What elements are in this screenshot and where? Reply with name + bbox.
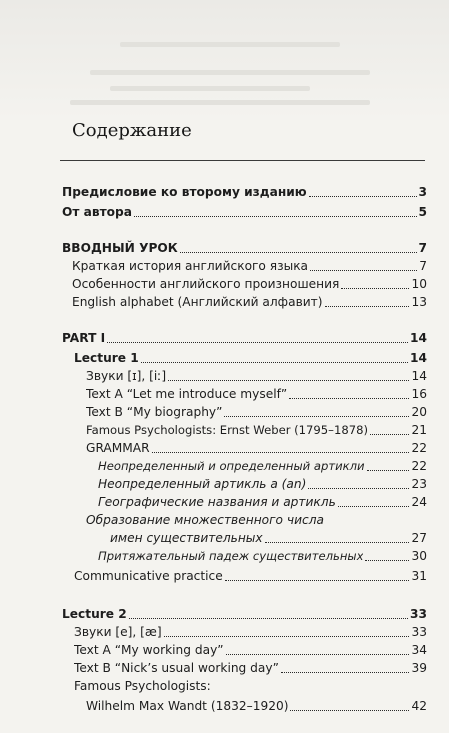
toc-entry-title: имен существительных bbox=[110, 531, 263, 545]
toc-entry bbox=[62, 204, 427, 220]
toc-leader bbox=[225, 570, 410, 581]
toc-entry bbox=[98, 476, 427, 492]
toc-entry-page: 13 bbox=[411, 295, 427, 309]
toc-entry bbox=[86, 422, 427, 438]
toc-leader bbox=[308, 478, 409, 489]
toc-leader bbox=[141, 352, 408, 363]
bleed-line bbox=[120, 42, 340, 47]
toc-leader bbox=[290, 700, 409, 711]
toc-leader bbox=[365, 550, 409, 561]
toc-entry bbox=[74, 642, 427, 658]
toc-leader bbox=[281, 662, 410, 673]
toc-entry bbox=[72, 294, 427, 310]
toc-entry bbox=[86, 386, 427, 402]
toc-entry-page: 23 bbox=[411, 477, 427, 491]
toc-entry-title: GRAMMAR bbox=[86, 441, 150, 455]
toc-entry-page: 14 bbox=[410, 331, 427, 345]
toc-entry-title: Образование множественного числа bbox=[86, 513, 324, 527]
toc-entry-page: 7 bbox=[418, 241, 427, 255]
toc-leader bbox=[152, 442, 410, 453]
toc-entry-page: 20 bbox=[411, 405, 427, 419]
toc-leader bbox=[134, 206, 417, 217]
toc-entry-page: 14 bbox=[411, 369, 427, 383]
toc-leader bbox=[325, 296, 410, 307]
toc-entry-title: Неопределенный и определенный артикли bbox=[98, 459, 365, 473]
toc-entry-title: От автора bbox=[62, 205, 132, 219]
toc-entry-page: 16 bbox=[411, 387, 427, 401]
toc-entry-title: Wilhelm Max Wandt (1832–1920) bbox=[86, 699, 289, 713]
toc-entry-page: 22 bbox=[411, 441, 427, 455]
toc-entry-page: 24 bbox=[411, 495, 427, 509]
toc-entry-title: Communicative practice bbox=[74, 569, 223, 583]
toc-entry bbox=[72, 258, 427, 274]
toc-leader bbox=[341, 278, 409, 289]
toc-entry bbox=[86, 440, 427, 456]
toc-leader bbox=[164, 626, 410, 637]
toc-entry bbox=[72, 276, 427, 292]
toc-entry-page: 14 bbox=[410, 351, 427, 365]
toc-entry-title: ВВОДНЫЙ УРОК bbox=[62, 241, 178, 255]
toc-leader bbox=[129, 608, 408, 619]
toc-entry-title: Краткая история английского языка bbox=[72, 259, 309, 273]
toc-entry-page: 3 bbox=[418, 185, 427, 199]
toc-leader bbox=[224, 406, 409, 417]
toc-entry-title: Неопределенный артикль а (an) bbox=[98, 477, 307, 491]
toc-entry-title: Звуки [ɪ], [iː] bbox=[86, 369, 167, 383]
toc-leader bbox=[310, 260, 417, 271]
toc-entry-page: 27 bbox=[411, 531, 427, 545]
toc-entry bbox=[62, 240, 427, 256]
toc-entry bbox=[86, 698, 427, 714]
toc-entry-title: Famous Psychologists: Ernst Weber (1795–1878) bbox=[86, 423, 369, 437]
toc-entry-page: 39 bbox=[411, 661, 427, 675]
toc-entry-page: 30 bbox=[411, 549, 427, 563]
toc-entry bbox=[74, 568, 427, 584]
toc-leader bbox=[370, 424, 409, 435]
toc-entry-title: Притяжательный падеж существительных bbox=[98, 549, 364, 563]
toc-entry-title: Lecture 1 bbox=[74, 351, 139, 365]
toc-leader bbox=[180, 242, 417, 253]
toc-leader bbox=[226, 644, 410, 655]
toc-entry bbox=[62, 606, 427, 622]
toc-leader bbox=[265, 532, 410, 543]
title-divider bbox=[60, 160, 425, 161]
toc-entry bbox=[74, 350, 427, 366]
toc-entry-title: Географические названия и артикль bbox=[98, 495, 336, 509]
toc-entry bbox=[98, 494, 427, 510]
toc-entry-title: Lecture 2 bbox=[62, 607, 127, 621]
toc-leader bbox=[367, 460, 410, 471]
toc-entry-page: 33 bbox=[411, 625, 427, 639]
toc-entry bbox=[74, 660, 427, 676]
toc-leader bbox=[338, 496, 410, 507]
toc-entry-title: English alphabet (Английский алфавит) bbox=[72, 295, 323, 309]
toc-entry-title: Text B “My biography” bbox=[86, 405, 223, 419]
toc-entry bbox=[86, 404, 427, 420]
toc-entry-page: 7 bbox=[419, 259, 427, 273]
toc-entry bbox=[74, 624, 427, 640]
toc-entry-title: Звуки [e], [æ] bbox=[74, 625, 162, 639]
toc-entry-page: 42 bbox=[411, 699, 427, 713]
toc-entry-page: 34 bbox=[411, 643, 427, 657]
toc-entry bbox=[62, 184, 427, 200]
toc-entry-page: 5 bbox=[418, 205, 427, 219]
toc-leader bbox=[309, 186, 417, 197]
toc-leader bbox=[289, 388, 409, 399]
page-title: Содержание bbox=[72, 120, 192, 141]
toc-entry bbox=[98, 458, 427, 474]
toc-entry bbox=[86, 368, 427, 384]
toc-leader bbox=[168, 370, 409, 381]
toc-entry-title: PART I bbox=[62, 331, 106, 345]
toc-entry-title: Особенности английского произношения bbox=[72, 277, 340, 291]
bleed-through-background bbox=[0, 0, 449, 120]
toc-leader bbox=[107, 332, 408, 343]
toc-entry-page: 21 bbox=[411, 423, 427, 437]
toc-entry-page: 33 bbox=[410, 607, 427, 621]
bleed-line bbox=[110, 86, 310, 91]
bleed-line bbox=[90, 70, 370, 75]
toc-entry-title: Предисловие ко второму изданию bbox=[62, 185, 307, 199]
toc-entry-page: 10 bbox=[411, 277, 427, 291]
toc-entry-title: Text A “My working day” bbox=[74, 643, 224, 657]
toc-entry bbox=[62, 330, 427, 346]
toc-entry bbox=[98, 548, 427, 564]
toc-entry-title: Text B “Nick’s usual working day” bbox=[74, 661, 279, 675]
toc-entry-page: 22 bbox=[411, 459, 427, 473]
toc-entry-title: Famous Psychologists: bbox=[74, 679, 211, 693]
bleed-line bbox=[70, 100, 370, 105]
toc-entry-title: Text A “Let me introduce myself” bbox=[86, 387, 288, 401]
toc-entry bbox=[110, 530, 427, 546]
toc-entry-page: 31 bbox=[411, 569, 427, 583]
